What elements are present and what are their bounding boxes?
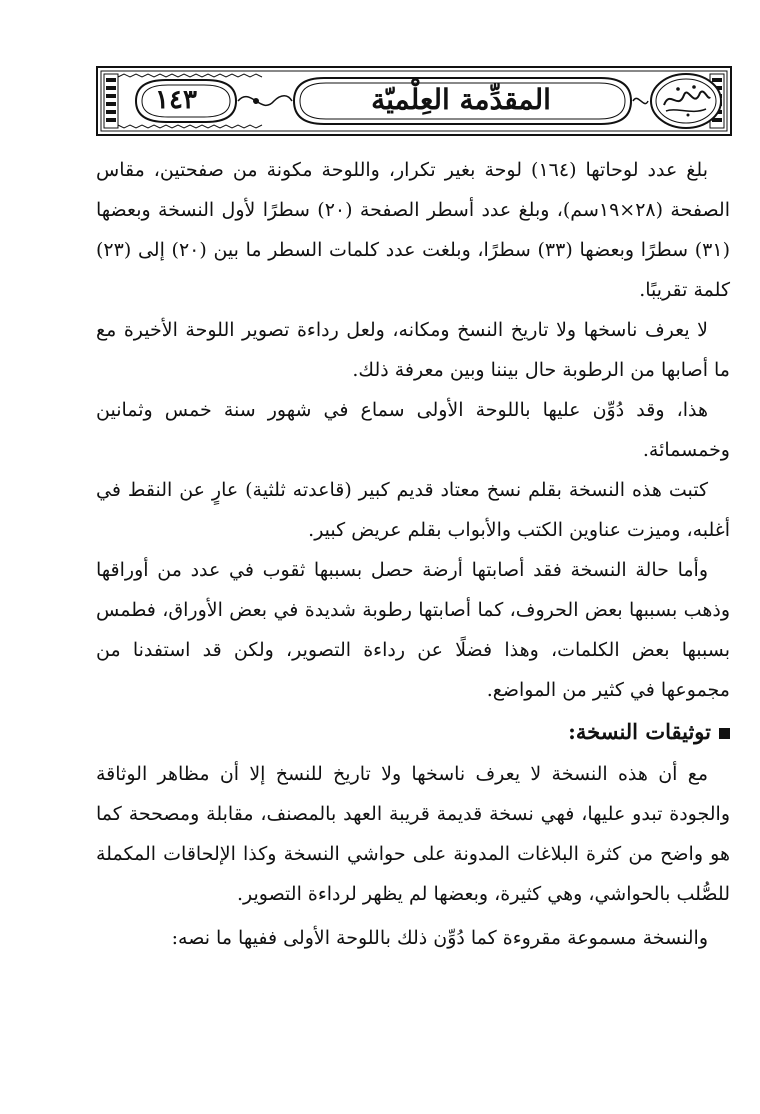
paragraph-scribe: لا يعرف ناسخها ولا تاريخ النسخ ومكانه، ولعل رداءة تصوير اللوحة الأخيرة مع ما أصابها من الرطوبة حال بيننا وبين معرفة ذلك. [96,319,730,381]
paragraph-final-line: والنسخة مسموعة مقروءة كما دُوِّن ذلك باللوحة الأولى ففيها ما نصه: [171,927,708,949]
body-text [96,150,730,958]
paragraph-script: كتبت هذه النسخة بقلم نسخ معتاد قديم كبير (قاعدته ثلثية) عارٍ عن النقط في أغلبه، وميزت عناوين الكتب والأبواب بقلم عريض كبير. [96,479,730,541]
running-title: المقدِّمة العِلْميّة [371,83,551,116]
square-bullet-icon [719,728,730,739]
section-heading-text: توثيقات النسخة: [568,719,711,744]
calligraphic-seal-icon [648,71,724,131]
paragraph-authentication: مع أن هذه النسخة لا يعرف ناسخها ولا تاريخ للنسخ إلا أن مظاهر الوثاقة والجودة تبدو عليها، فهي نسخة قديمة قريبة العهد بالمصنف، مقابلة ومصححة كما هو واضح من كثرة البلاغات المدونة على حواشي النسخة وكذا الإلحاقات المكملة للصُّلب بالحواشي، وهي كثيرة، وبعضها لم يظهر لرداءة التصوير. [96,763,730,905]
paragraph-audition: هذا، وقد دُوِّن عليها باللوحة الأولى سماع في شهور سنة خمس وثمانين وخمسمائة. [96,399,730,461]
section-heading [96,710,730,754]
paragraph-condition: وأما حالة النسخة فقد أصابتها أرضة حصل بسببها ثقوب في عدد من أوراقها وذهب بسببها بعض الحروف، كما أصابتها رطوبة شديدة في بعض الأوراق، فطمس بسببها بعض الكلمات، وهذا فضلًا عن رداءة التصوير، ولكن قد استفدنا من مجموعها في كثير من المواضع. [96,559,730,701]
paragraph-description: بلغ عدد لوحاتها (١٦٤) لوحة بغير تكرار، واللوحة مكونة من صفحتين، مقاس الصفحة (٢٨×١٩سم)، وبلغ عدد أسطر الصفحة (٢٠) سطرًا لأول النسخة وبعضها (٣١) سطرًا وبعضها (٣٣) سطرًا، وبلغت عدد كلمات السطر ما بين (٢٠) إلى (٢٣) كلمة تقريبًا. [96,159,730,301]
page-header [96,66,732,136]
page-number: ١٤٣ [155,85,197,115]
